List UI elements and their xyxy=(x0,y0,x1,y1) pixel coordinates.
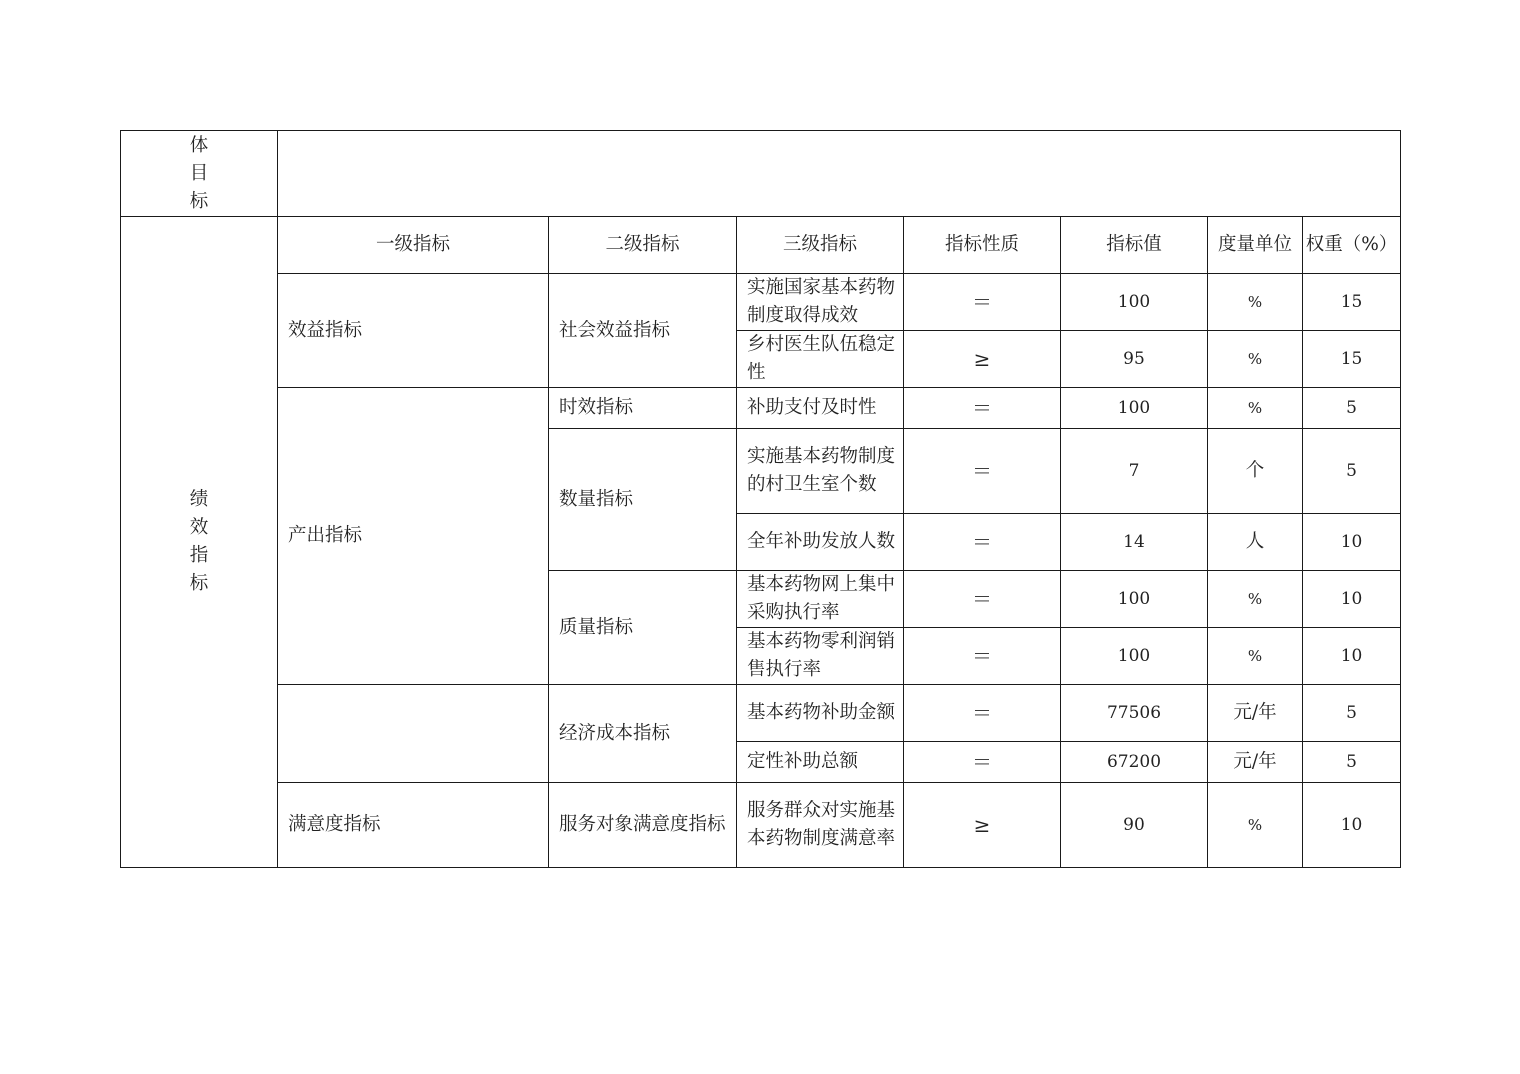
level2-quality: 质量指标 xyxy=(549,571,737,685)
level3-indicator: 基本药物补助金额 xyxy=(737,685,904,742)
table-row xyxy=(121,388,1401,429)
unit-cell: % xyxy=(1208,783,1303,868)
performance-section-label: 绩效指标 xyxy=(189,489,209,594)
weight-cell: 10 xyxy=(1303,783,1401,868)
level1-output: 产出指标 xyxy=(278,388,549,685)
weight-cell: 5 xyxy=(1303,742,1401,783)
table-row xyxy=(121,783,1401,868)
weight-cell: 10 xyxy=(1303,514,1401,571)
level3-indicator: 实施基本药物制度的村卫生室个数 xyxy=(737,429,904,514)
value-cell: 7 xyxy=(1061,429,1208,514)
value-cell: 95 xyxy=(1061,331,1208,388)
nature-cell: ＝ xyxy=(904,685,1061,742)
nature-cell: ＝ xyxy=(904,388,1061,429)
goal-label: 体目标 xyxy=(189,134,209,212)
level3-indicator: 定性补助总额 xyxy=(737,742,904,783)
level3-indicator: 基本药物网上集中采购执行率 xyxy=(737,571,904,628)
value-cell: 100 xyxy=(1061,628,1208,685)
level2-timeliness: 时效指标 xyxy=(549,388,737,429)
table-row xyxy=(121,274,1401,331)
weight-cell: 5 xyxy=(1303,388,1401,429)
level2-social: 社会效益指标 xyxy=(549,274,737,388)
header-row xyxy=(121,217,1401,274)
value-cell: 77506 xyxy=(1061,685,1208,742)
weight-cell: 5 xyxy=(1303,685,1401,742)
level2-service-satisfaction: 服务对象满意度指标 xyxy=(549,783,737,868)
unit-cell: % xyxy=(1208,571,1303,628)
weight-cell: 10 xyxy=(1303,571,1401,628)
header-nature: 指标性质 xyxy=(904,217,1061,274)
value-cell: 100 xyxy=(1061,571,1208,628)
performance-section-cell xyxy=(121,217,278,868)
value-cell: 67200 xyxy=(1061,742,1208,783)
level1-cost xyxy=(278,685,549,783)
level3-indicator: 基本药物零利润销售执行率 xyxy=(737,628,904,685)
goal-label-cell xyxy=(121,131,278,217)
performance-indicator-table xyxy=(120,130,1401,868)
value-cell: 90 xyxy=(1061,783,1208,868)
unit-cell: 个 xyxy=(1208,429,1303,514)
nature-cell: ＝ xyxy=(904,742,1061,783)
header-level3: 三级指标 xyxy=(737,217,904,274)
level3-indicator: 补助支付及时性 xyxy=(737,388,904,429)
value-cell: 100 xyxy=(1061,388,1208,429)
nature-cell: ＝ xyxy=(904,628,1061,685)
goal-row xyxy=(121,131,1401,217)
nature-cell: ≥ xyxy=(904,331,1061,388)
weight-cell: 10 xyxy=(1303,628,1401,685)
unit-cell: 人 xyxy=(1208,514,1303,571)
nature-cell: ≥ xyxy=(904,783,1061,868)
level3-indicator: 全年补助发放人数 xyxy=(737,514,904,571)
unit-cell: 元/年 xyxy=(1208,685,1303,742)
header-level1: 一级指标 xyxy=(278,217,549,274)
header-value: 指标值 xyxy=(1061,217,1208,274)
level1-benefit: 效益指标 xyxy=(278,274,549,388)
unit-cell: % xyxy=(1208,274,1303,331)
nature-cell: ＝ xyxy=(904,274,1061,331)
level3-indicator: 乡村医生队伍稳定性 xyxy=(737,331,904,388)
value-cell: 14 xyxy=(1061,514,1208,571)
nature-cell: ＝ xyxy=(904,514,1061,571)
level3-indicator: 服务群众对实施基本药物制度满意率 xyxy=(737,783,904,868)
level2-quantity: 数量指标 xyxy=(549,429,737,571)
level3-indicator: 实施国家基本药物制度取得成效 xyxy=(737,274,904,331)
goal-content-cell xyxy=(278,131,1401,217)
level1-satisfaction: 满意度指标 xyxy=(278,783,549,868)
value-cell: 100 xyxy=(1061,274,1208,331)
unit-cell: 元/年 xyxy=(1208,742,1303,783)
header-unit: 度量单位 xyxy=(1208,217,1303,274)
table-row xyxy=(121,685,1401,742)
level2-economic-cost: 经济成本指标 xyxy=(549,685,737,783)
weight-cell: 15 xyxy=(1303,331,1401,388)
header-weight: 权重（%） xyxy=(1303,217,1401,274)
nature-cell: ＝ xyxy=(904,571,1061,628)
unit-cell: % xyxy=(1208,388,1303,429)
header-level2: 二级指标 xyxy=(549,217,737,274)
weight-cell: 15 xyxy=(1303,274,1401,331)
nature-cell: ＝ xyxy=(904,429,1061,514)
unit-cell: % xyxy=(1208,331,1303,388)
weight-cell: 5 xyxy=(1303,429,1401,514)
unit-cell: % xyxy=(1208,628,1303,685)
